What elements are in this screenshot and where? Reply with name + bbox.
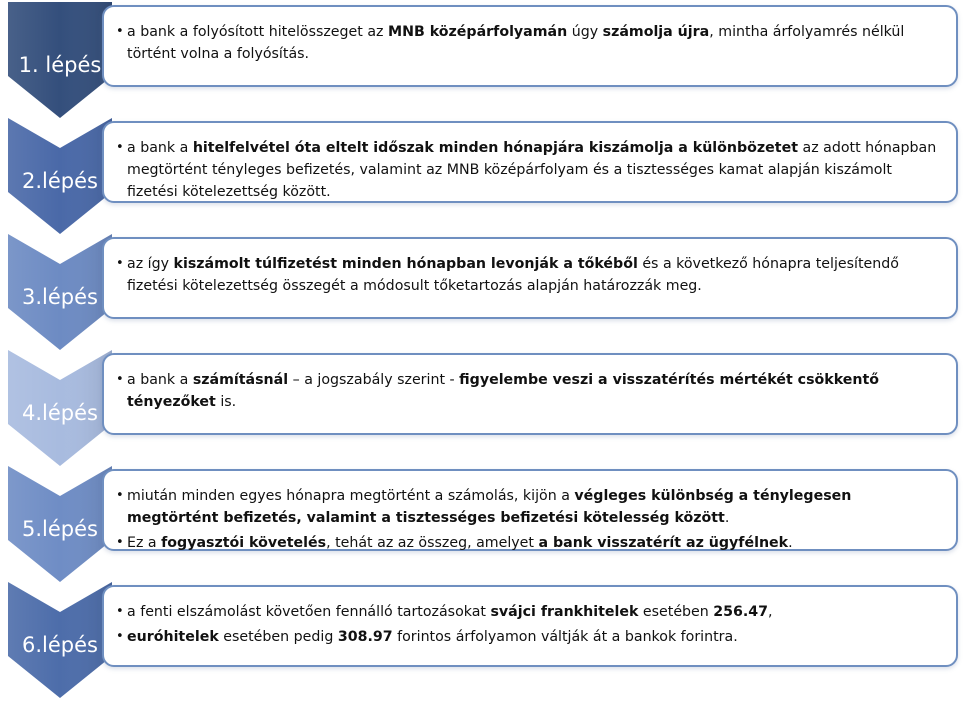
emphasis-text: fogyasztói követelés <box>161 535 327 551</box>
body-text: esetében pedig <box>218 629 338 645</box>
body-text: a bank a folyósított hitelösszeget az <box>127 24 388 40</box>
body-text: , <box>768 604 773 620</box>
emphasis-text: MNB középárfolyamán <box>388 24 568 40</box>
body-text: esetében <box>638 604 714 620</box>
step-label-6: 6.lépés <box>22 633 98 657</box>
body-text: . <box>788 535 793 551</box>
body-text: az így <box>127 256 174 272</box>
step-5-bullet-2 <box>116 532 946 554</box>
step-4-bullet-1 <box>116 369 946 413</box>
emphasis-text: euróhitelek <box>127 629 219 645</box>
body-text: , tehát az az összeg, amelyet <box>326 535 539 551</box>
emphasis-text: számolja újra <box>602 24 710 40</box>
body-text: az adott hónapban megtörtént tényleges befizetés, valamint az MNB középárfolyam és a tisztességes kamat alapján kiszámolt fizetési kötelezettség között. <box>127 140 937 200</box>
body-text: a bank a <box>127 140 193 156</box>
emphasis-text: 308.97 <box>337 629 393 645</box>
step-box-6 <box>102 585 958 667</box>
body-text: . <box>724 510 730 526</box>
emphasis-text: kiszámolt túlfizetést minden hónapban levonják a tőkéből <box>173 256 638 272</box>
body-text: forintos árfolyamon váltják át a bankok forintra. <box>392 629 738 645</box>
body-text: a bank a <box>127 372 193 388</box>
body-text: a fenti elszámolást követően fennálló tartozásokat <box>127 604 491 620</box>
step-6-bullet-2 <box>116 626 946 648</box>
body-text: is. <box>215 394 237 410</box>
emphasis-text: végleges különbség a ténylegesen megtörtént befizetés, valamint a tisztességes befizetési kötelesség között <box>127 488 852 526</box>
step-label-4: 4.lépés <box>22 401 98 425</box>
step-label-3: 3.lépés <box>22 285 98 309</box>
body-text: és a következő hónapra teljesítendő fizetési kötelezettség összegét a módosult tőketartozás alapján határozzák meg. <box>127 256 899 294</box>
emphasis-text: hitelfelvétel óta eltelt időszak minden hónapjára kiszámolja a különbözetet <box>192 140 798 156</box>
body-text: – a jogszabály szerint - <box>288 372 460 388</box>
step-box-5 <box>102 469 958 551</box>
step-5-bullet-1 <box>116 485 946 529</box>
body-text: miután minden egyes hónapra megtörtént a számolás, kijön a <box>127 488 575 504</box>
step-box-1 <box>102 5 958 87</box>
step-box-3 <box>102 237 958 319</box>
emphasis-text: számításnál <box>192 372 289 388</box>
emphasis-text: a bank visszatérít az ügyfélnek <box>538 535 789 551</box>
emphasis-text: figyelembe veszi a visszatérítés mértékét csökkentő tényezőket <box>127 372 880 410</box>
step-label-5: 5.lépés <box>22 517 98 541</box>
body-text: , mintha árfolyamrés nélkül történt volna a folyósítás. <box>127 24 905 62</box>
step-1-bullet-1 <box>116 21 946 65</box>
emphasis-text: svájci frankhitelek <box>490 604 639 620</box>
step-box-4 <box>102 353 958 435</box>
step-label-1: 1. lépés <box>18 53 102 77</box>
step-2-bullet-1 <box>116 137 946 203</box>
body-text: Ez a <box>127 535 162 551</box>
emphasis-text: 256.47 <box>713 604 769 620</box>
step-label-2: 2.lépés <box>22 169 98 193</box>
step-3-bullet-1 <box>116 253 946 297</box>
step-box-2 <box>102 121 958 203</box>
step-6-bullet-1 <box>116 601 946 623</box>
body-text: úgy <box>567 24 603 40</box>
